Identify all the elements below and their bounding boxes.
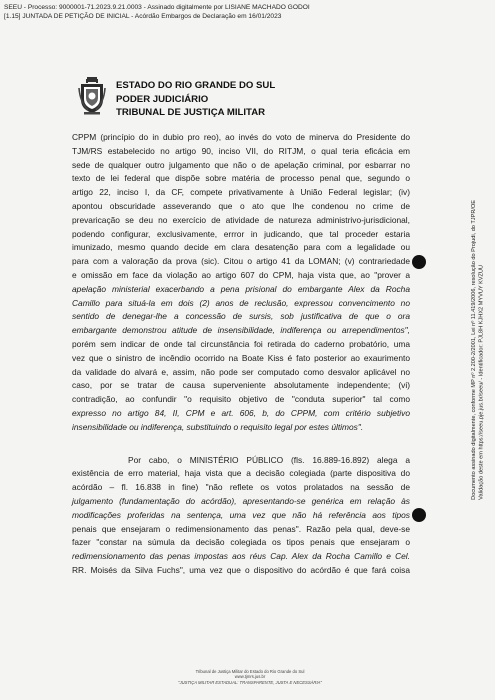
- system-header-line-2: [1.15] JUNTADA DE PETIÇÃO DE INICIAL - Acórdão Embargos de Declaração em 16/01/2023: [4, 13, 282, 20]
- body-line: acórdão – fl. 16.838 in fine) "não reflete os votos prolatados na sessão de: [72, 482, 410, 493]
- state-name: ESTADO DO RIO GRANDE DO SUL: [116, 80, 276, 91]
- footer-line-3: "JUSTIÇA MILITAR ESTADUAL: TRANSPARENTE, JUSTA E NECESSÁRIA": [178, 679, 322, 685]
- footer-line-1: Tribunal de Justiça Militar do Estado do Rio Grande do Sul: [195, 669, 305, 674]
- hole-punch-mark: [412, 255, 426, 269]
- body-line: texto de lei federal que dispõe sobre matéria de processo penal que, segundo o: [72, 173, 410, 184]
- hole-punch-mark: [412, 508, 426, 522]
- system-header-line-1: SEEU - Processo: 9000001-71.2023.9.21.0003 - Assinado digitalmente por LISIANE MACHADO GODOI: [4, 4, 310, 11]
- document-body: [72, 131, 410, 578]
- footer-line-2: www.tjmrs.jus.br: [234, 674, 266, 680]
- page-footer: [170, 669, 330, 685]
- side-note-line-2: Validação deste em https://seeu.pje.jus.br/seeu/ - Identificador: PJL8H KJHX2 MYVUY KVZUU: [478, 265, 484, 500]
- body-line: da validade do alvará e, assim, não pode ser computado como desvalor aplicável no: [72, 366, 410, 377]
- body-line: apontou obscuridade asseverando que o ato que lhe condenou no crime de: [72, 200, 410, 211]
- body-line: embargante demonstrou atitude de insensibilidade, indiferença ou arrependimentos",: [72, 325, 410, 336]
- body-line: vez que o sinistro de incêndio ocorrido na Boate Kiss é fato posterior ao exaurimento: [72, 352, 410, 363]
- body-line: Por cabo, o MINISTÉRIO PÚBLICO (fls. 16.889-16.892) alega a: [128, 454, 410, 465]
- side-note-line-1: Documento assinado digitalmente, conforme MP nº 2.200-2/2001, Lei nº 11.419/2006, resolução do Projudi, do TJPR/OE: [470, 200, 477, 500]
- body-line: apelação ministerial exacerbando a pena prisional do embargante Alex da Rocha: [72, 283, 410, 294]
- body-line: modificações proferidas na sentença, uma vez que não há referência aos tipos: [72, 509, 410, 520]
- body-line: prevaricação se deu no exercício de atividade de natureza administrivo-jurisdicional,: [72, 214, 410, 225]
- body-line: para com a valoração da prova (sic). Citou o artigo 41 da LOMAN; (v) contrariedade: [72, 256, 410, 267]
- body-line: Camillo para situá-la em dois (2) anos de reclusão, expressou convencimento no: [72, 297, 410, 308]
- body-line: expresso no artigo 84, II, CPM e art. 606, b, do CPPM, com critério subjetivo: [72, 407, 410, 418]
- body-line: julgamento (fundamentação do acórdão), apresentando-se genérica em relação às: [72, 495, 410, 506]
- body-line: sentido de denegar-lhe a concessão de sursis, sob justificativa de que o ora: [72, 311, 410, 322]
- body-line: existência de erro material, haja vista que a decisão colegiada (parte dispositiva do: [72, 468, 410, 479]
- system-header: [4, 3, 310, 21]
- signature-side-note: [465, 60, 491, 640]
- body-line: podendo configurar, exclusivamente, errror in judicando, que tal proceder estaria: [72, 228, 410, 239]
- body-line: insensibilidade ou indiferença, substituindo o requisito legal por estes últimos".: [72, 421, 364, 432]
- body-line: porém sem indicar de onde tal circunstância foi retirada do caderno probatório, uma: [72, 338, 410, 349]
- letterhead: [78, 76, 318, 126]
- coat-of-arms-icon: [78, 76, 106, 116]
- body-line: contradição, ao confundir "o requisito objetivo de "conduta superior" tal como: [72, 394, 410, 405]
- body-line: penais que ensejaram o redimensionamento das penas". Razão pela qual, deve-se: [72, 523, 410, 534]
- court-name: TRIBUNAL DE JUSTIÇA MILITAR: [116, 107, 266, 118]
- body-line: TJM/RS estabelecido no artigo 90, inciso VII, do RITJM, o qual teria eficácia em: [72, 145, 410, 156]
- body-line: e omissão em face da violação ao artigo 607 do CPM, haja vista que, ao "prover a: [72, 269, 410, 280]
- body-line: CPPM (princípio do in dubio pro reo), ao invés do voto de minerva do Presidente do: [72, 132, 410, 142]
- body-line: redimensionamento das penas impostas aos réus Cap. Alex da Rocha Camillo e Cel.: [72, 551, 410, 562]
- body-line: caso, por se tratar de causa superveniente absolutamente independente; (vi): [72, 380, 410, 391]
- body-line: fazer "constar na súmula da decisão colegiada os tipos penais que ensejaram o: [72, 537, 410, 548]
- body-line: sede de qualquer outro julgamento que não o de apelação criminal, por esbarrar no: [72, 159, 410, 170]
- body-line: RR. Moisés da Silva Fuchs", uma vez que o dispositivo do acórdão é que fará coisa: [72, 564, 410, 575]
- body-line: artigo 22, inciso I, da CF, compete privativamente à União Federal legislar; (iv): [72, 187, 410, 198]
- body-line: imunizado, mesmo quando decide em clara desatenção para com a legalidade ou: [72, 242, 410, 253]
- branch-name: PODER JUDICIÁRIO: [116, 93, 209, 105]
